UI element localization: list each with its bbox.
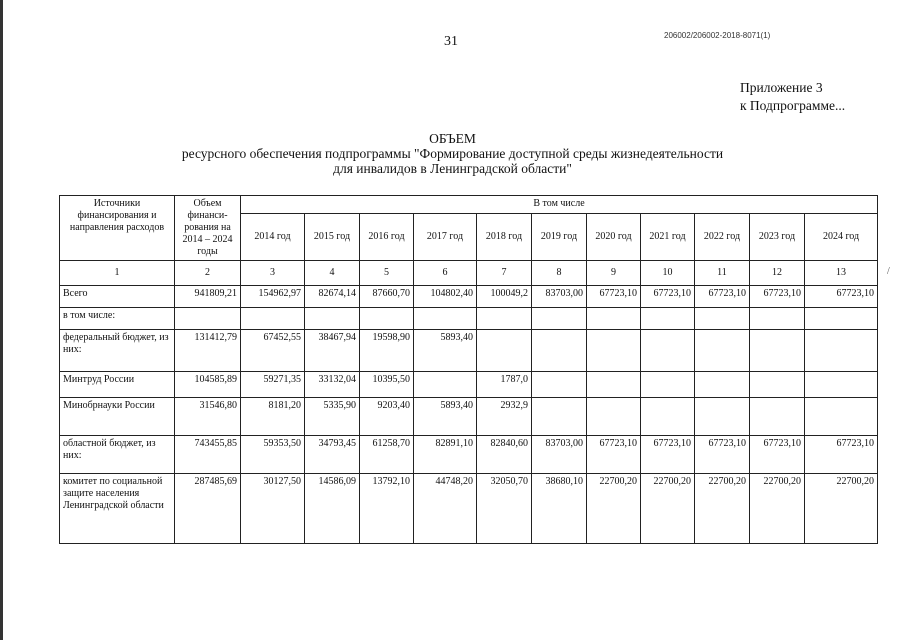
year-value bbox=[532, 308, 587, 330]
row-label: Минтруд России bbox=[60, 372, 175, 398]
year-value: 67723,10 bbox=[695, 286, 750, 308]
year-value: 10395,50 bbox=[360, 372, 414, 398]
year-header: 2014 год bbox=[241, 214, 305, 261]
year-value bbox=[587, 330, 641, 372]
year-value: 22700,20 bbox=[695, 474, 750, 544]
year-value: 8181,20 bbox=[241, 398, 305, 436]
column-number: 3 bbox=[241, 261, 305, 286]
appendix-line-2: к Подпрограмме... bbox=[740, 98, 846, 113]
row-total: 131412,79 bbox=[175, 330, 241, 372]
column-number: 12 bbox=[750, 261, 805, 286]
title-line-3: для инвалидов в Ленинградской области" bbox=[333, 161, 572, 176]
year-value: 13792,10 bbox=[360, 474, 414, 544]
year-value bbox=[695, 330, 750, 372]
year-value bbox=[805, 398, 878, 436]
document-title bbox=[0, 131, 905, 176]
year-header: 2015 год bbox=[305, 214, 360, 261]
year-value bbox=[241, 308, 305, 330]
row-label: Всего bbox=[60, 286, 175, 308]
resource-table bbox=[59, 195, 878, 544]
year-header: 2024 год bbox=[805, 214, 878, 261]
column-number: 10 bbox=[641, 261, 695, 286]
appendix-line-1: Приложение 3 bbox=[740, 80, 823, 95]
year-value: 67723,10 bbox=[750, 436, 805, 474]
year-value: 83703,00 bbox=[532, 286, 587, 308]
year-value bbox=[414, 308, 477, 330]
year-value: 34793,45 bbox=[305, 436, 360, 474]
year-value: 1787,0 bbox=[477, 372, 532, 398]
header-row bbox=[60, 196, 878, 214]
table-row bbox=[60, 308, 878, 330]
year-value: 100049,2 bbox=[477, 286, 532, 308]
year-header: 2018 год bbox=[477, 214, 532, 261]
year-value: 67723,10 bbox=[587, 436, 641, 474]
year-value: 22700,20 bbox=[805, 474, 878, 544]
table-row bbox=[60, 372, 878, 398]
table-row bbox=[60, 330, 878, 372]
year-value: 82674,14 bbox=[305, 286, 360, 308]
year-value: 67723,10 bbox=[805, 286, 878, 308]
year-value bbox=[805, 372, 878, 398]
year-value: 22700,20 bbox=[641, 474, 695, 544]
column-number: 4 bbox=[305, 261, 360, 286]
volume-header: Объем финанси- рования на 2014 – 2024 годы bbox=[175, 196, 241, 261]
year-value bbox=[641, 308, 695, 330]
table-row bbox=[60, 286, 878, 308]
row-total bbox=[175, 308, 241, 330]
year-value: 59271,35 bbox=[241, 372, 305, 398]
year-value bbox=[587, 398, 641, 436]
year-value bbox=[695, 308, 750, 330]
year-value bbox=[532, 372, 587, 398]
scan-mark: / bbox=[887, 266, 890, 277]
year-value bbox=[360, 308, 414, 330]
year-value bbox=[587, 372, 641, 398]
page-number: 31 bbox=[444, 34, 458, 49]
year-value bbox=[750, 308, 805, 330]
year-value bbox=[414, 372, 477, 398]
column-number: 8 bbox=[532, 261, 587, 286]
table-row bbox=[60, 474, 878, 544]
year-header: 2019 год bbox=[532, 214, 587, 261]
column-number: 7 bbox=[477, 261, 532, 286]
appendix-label bbox=[740, 79, 845, 115]
row-total: 31546,80 bbox=[175, 398, 241, 436]
year-value: 82840,60 bbox=[477, 436, 532, 474]
year-value bbox=[532, 330, 587, 372]
title-line-1: ОБЪЕМ bbox=[429, 131, 476, 146]
column-number: 1 bbox=[60, 261, 175, 286]
year-value: 61258,70 bbox=[360, 436, 414, 474]
year-value: 22700,20 bbox=[587, 474, 641, 544]
year-header: 2021 год bbox=[641, 214, 695, 261]
row-label: в том числе: bbox=[60, 308, 175, 330]
year-value: 44748,20 bbox=[414, 474, 477, 544]
year-value bbox=[695, 398, 750, 436]
year-value: 30127,50 bbox=[241, 474, 305, 544]
year-value bbox=[805, 330, 878, 372]
year-value: 5893,40 bbox=[414, 330, 477, 372]
year-value bbox=[477, 330, 532, 372]
year-value: 59353,50 bbox=[241, 436, 305, 474]
column-number: 2 bbox=[175, 261, 241, 286]
year-value: 5893,40 bbox=[414, 398, 477, 436]
year-header: 2017 год bbox=[414, 214, 477, 261]
row-total: 104585,89 bbox=[175, 372, 241, 398]
row-label: комитет по социальной защите населения Ленинградской области bbox=[60, 474, 175, 544]
year-value: 67452,55 bbox=[241, 330, 305, 372]
year-value: 14586,09 bbox=[305, 474, 360, 544]
document-id: 206002/206002-2018-8071(1) bbox=[664, 31, 771, 40]
year-value bbox=[641, 398, 695, 436]
year-value: 67723,10 bbox=[805, 436, 878, 474]
including-header: В том числе bbox=[241, 196, 878, 214]
year-value: 67723,10 bbox=[641, 436, 695, 474]
year-value: 33132,04 bbox=[305, 372, 360, 398]
source-header: Источники финансирования и направления расходов bbox=[60, 196, 175, 261]
year-value bbox=[695, 372, 750, 398]
year-value: 87660,70 bbox=[360, 286, 414, 308]
column-number: 5 bbox=[360, 261, 414, 286]
year-value: 67723,10 bbox=[750, 286, 805, 308]
year-value bbox=[750, 372, 805, 398]
year-value: 32050,70 bbox=[477, 474, 532, 544]
year-header: 2020 год bbox=[587, 214, 641, 261]
year-value bbox=[750, 398, 805, 436]
row-total: 743455,85 bbox=[175, 436, 241, 474]
year-header: 2022 год bbox=[695, 214, 750, 261]
column-number: 6 bbox=[414, 261, 477, 286]
year-value: 38680,10 bbox=[532, 474, 587, 544]
row-label: областной бюджет, из них: bbox=[60, 436, 175, 474]
year-value bbox=[587, 308, 641, 330]
year-value bbox=[641, 372, 695, 398]
table-body bbox=[60, 286, 878, 544]
column-number: 9 bbox=[587, 261, 641, 286]
year-value: 67723,10 bbox=[641, 286, 695, 308]
year-value: 9203,40 bbox=[360, 398, 414, 436]
year-value: 19598,90 bbox=[360, 330, 414, 372]
row-total: 941809,21 bbox=[175, 286, 241, 308]
year-value: 82891,10 bbox=[414, 436, 477, 474]
year-value: 67723,10 bbox=[587, 286, 641, 308]
year-value bbox=[477, 308, 532, 330]
row-label: федеральный бюджет, из них: bbox=[60, 330, 175, 372]
row-total: 287485,69 bbox=[175, 474, 241, 544]
row-label: Минобрнауки России bbox=[60, 398, 175, 436]
column-number: 11 bbox=[695, 261, 750, 286]
year-value bbox=[641, 330, 695, 372]
year-value bbox=[305, 308, 360, 330]
year-value bbox=[750, 330, 805, 372]
year-value: 67723,10 bbox=[695, 436, 750, 474]
column-number: 13 bbox=[805, 261, 878, 286]
table-row bbox=[60, 398, 878, 436]
year-value: 5335,90 bbox=[305, 398, 360, 436]
year-value: 154962,97 bbox=[241, 286, 305, 308]
year-value: 38467,94 bbox=[305, 330, 360, 372]
column-number-row bbox=[60, 261, 878, 286]
year-value: 83703,00 bbox=[532, 436, 587, 474]
year-value: 104802,40 bbox=[414, 286, 477, 308]
scan-edge bbox=[0, 0, 3, 640]
year-value: 22700,20 bbox=[750, 474, 805, 544]
table-row bbox=[60, 436, 878, 474]
year-value bbox=[805, 308, 878, 330]
year-header: 2016 год bbox=[360, 214, 414, 261]
title-line-2: ресурсного обеспечения подпрограммы "Формирование доступной среды жизнедеятельности bbox=[181, 146, 724, 161]
year-value bbox=[532, 398, 587, 436]
year-header: 2023 год bbox=[750, 214, 805, 261]
year-value: 2932,9 bbox=[477, 398, 532, 436]
